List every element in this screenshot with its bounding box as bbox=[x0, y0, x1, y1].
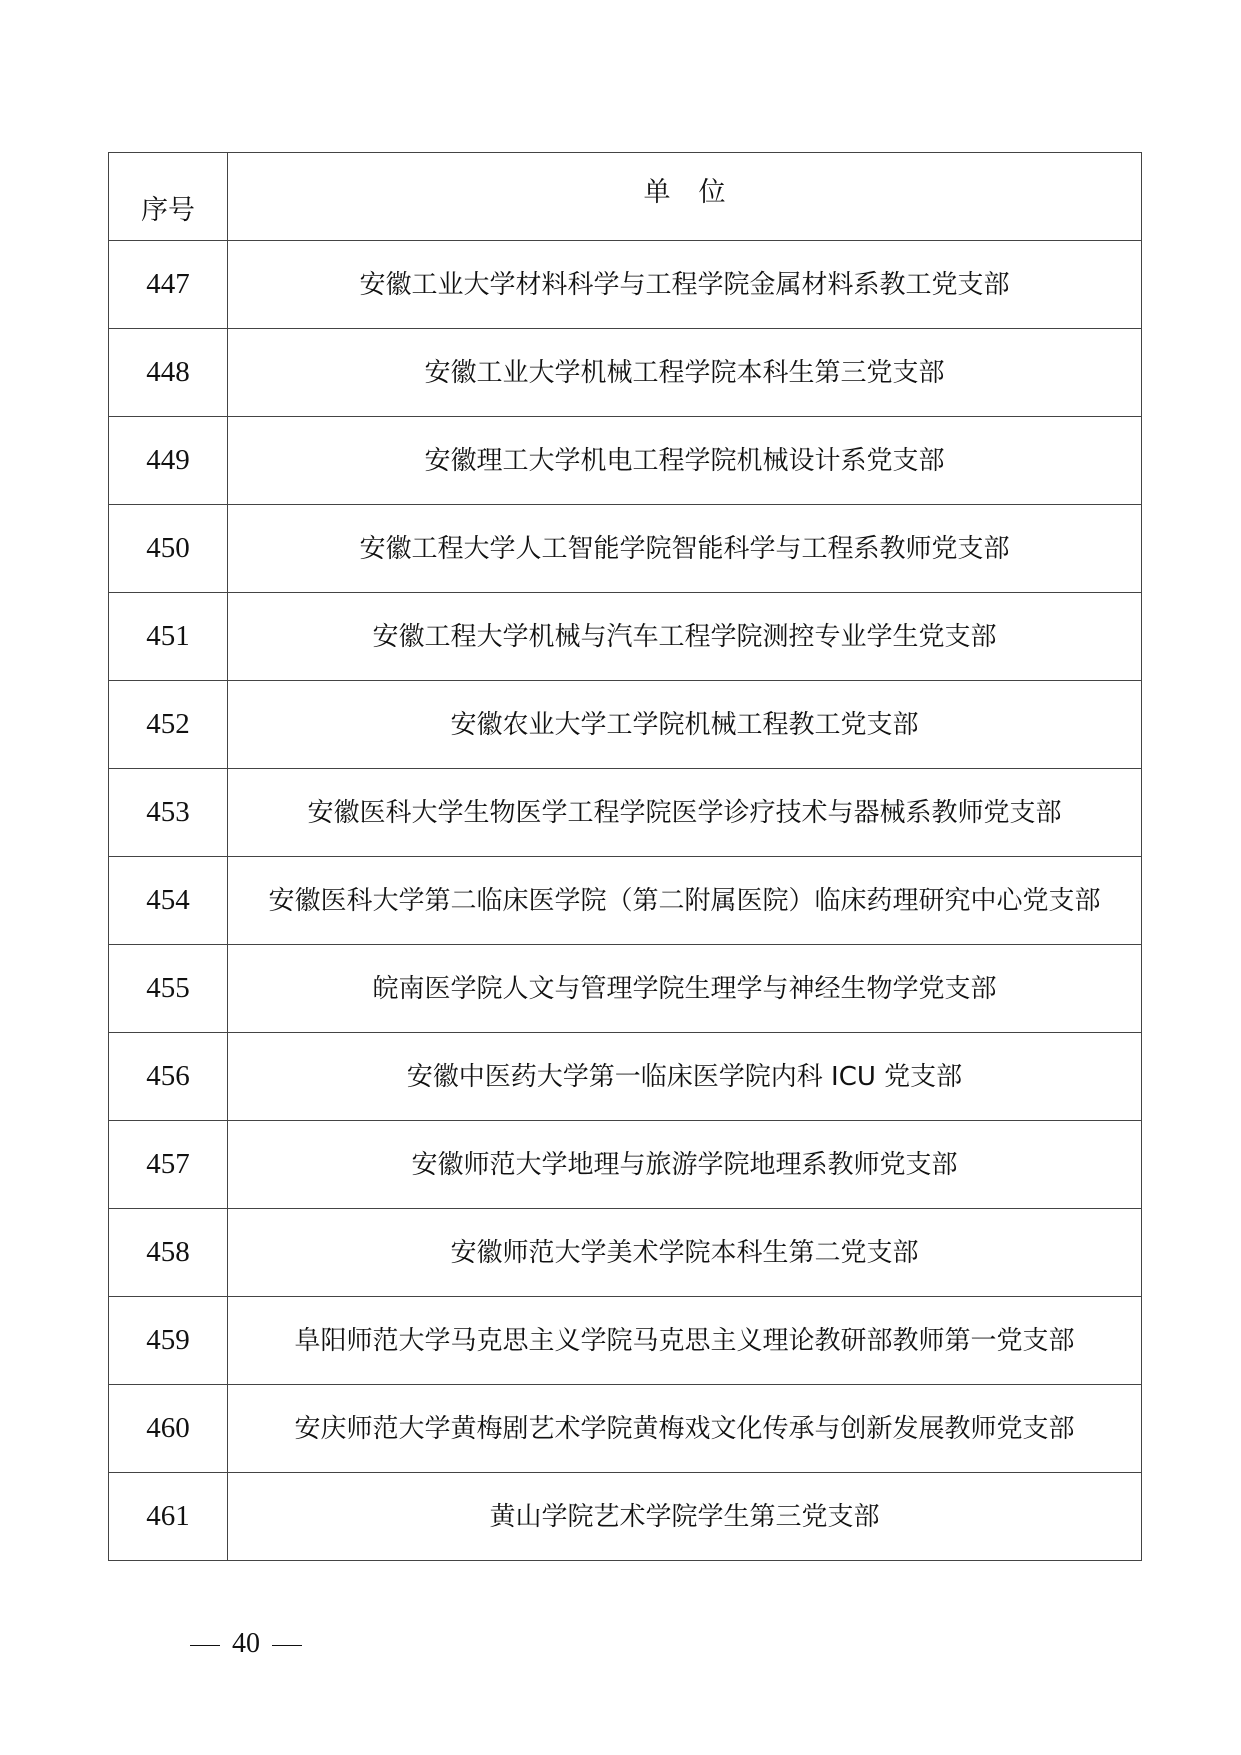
row-unit: 安庆师范大学黄梅剧艺术学院黄梅戏文化传承与创新发展教师党支部 bbox=[228, 1385, 1142, 1473]
row-seq: 460 bbox=[109, 1385, 228, 1473]
table-row bbox=[109, 857, 1142, 945]
table-row bbox=[109, 769, 1142, 857]
table-header-row bbox=[109, 153, 1142, 241]
row-unit: 安徽中医药大学第一临床医学院内科 ICU 党支部 bbox=[228, 1033, 1142, 1121]
row-unit: 皖南医学院人文与管理学院生理学与神经生物学党支部 bbox=[228, 945, 1142, 1033]
row-seq: 450 bbox=[109, 505, 228, 593]
row-seq: 454 bbox=[109, 857, 228, 945]
row-seq: 449 bbox=[109, 417, 228, 505]
row-seq: 461 bbox=[109, 1473, 228, 1561]
table-row bbox=[109, 241, 1142, 329]
row-unit: 阜阳师范大学马克思主义学院马克思主义理论教研部教师第一党支部 bbox=[228, 1297, 1142, 1385]
table-body bbox=[109, 241, 1142, 1561]
footer-dash-left bbox=[190, 1645, 220, 1646]
row-unit: 安徽农业大学工学院机械工程教工党支部 bbox=[228, 681, 1142, 769]
table-row bbox=[109, 1297, 1142, 1385]
page-footer bbox=[190, 1628, 302, 1660]
table-row bbox=[109, 945, 1142, 1033]
row-unit: 安徽工程大学人工智能学院智能科学与工程系教师党支部 bbox=[228, 505, 1142, 593]
row-seq: 456 bbox=[109, 1033, 228, 1121]
row-unit: 黄山学院艺术学院学生第三党支部 bbox=[228, 1473, 1142, 1561]
unit-roster-table bbox=[108, 152, 1142, 1561]
table-row bbox=[109, 593, 1142, 681]
table-row bbox=[109, 1033, 1142, 1121]
row-unit: 安徽医科大学第二临床医学院（第二附属医院）临床药理研究中心党支部 bbox=[228, 857, 1142, 945]
row-unit: 安徽医科大学生物医学工程学院医学诊疗技术与器械系教师党支部 bbox=[228, 769, 1142, 857]
table-row bbox=[109, 417, 1142, 505]
row-seq: 452 bbox=[109, 681, 228, 769]
row-seq: 455 bbox=[109, 945, 228, 1033]
header-unit: 单位 bbox=[228, 153, 1142, 241]
row-unit: 安徽工业大学机械工程学院本科生第三党支部 bbox=[228, 329, 1142, 417]
row-unit: 安徽师范大学地理与旅游学院地理系教师党支部 bbox=[228, 1121, 1142, 1209]
table-row bbox=[109, 1209, 1142, 1297]
row-unit: 安徽工业大学材料科学与工程学院金属材料系教工党支部 bbox=[228, 241, 1142, 329]
row-unit: 安徽师范大学美术学院本科生第二党支部 bbox=[228, 1209, 1142, 1297]
table-row bbox=[109, 1473, 1142, 1561]
page-number: 40 bbox=[232, 1628, 260, 1659]
header-seq: 序号 bbox=[109, 153, 228, 241]
row-seq: 453 bbox=[109, 769, 228, 857]
row-unit: 安徽理工大学机电工程学院机械设计系党支部 bbox=[228, 417, 1142, 505]
table-row bbox=[109, 505, 1142, 593]
row-seq: 451 bbox=[109, 593, 228, 681]
row-seq: 447 bbox=[109, 241, 228, 329]
table-row bbox=[109, 1385, 1142, 1473]
row-seq: 457 bbox=[109, 1121, 228, 1209]
table-row bbox=[109, 681, 1142, 769]
row-seq: 459 bbox=[109, 1297, 228, 1385]
footer-dash-right bbox=[272, 1645, 302, 1646]
table-row bbox=[109, 329, 1142, 417]
row-seq: 448 bbox=[109, 329, 228, 417]
row-seq: 458 bbox=[109, 1209, 228, 1297]
table-row bbox=[109, 1121, 1142, 1209]
row-unit: 安徽工程大学机械与汽车工程学院测控专业学生党支部 bbox=[228, 593, 1142, 681]
